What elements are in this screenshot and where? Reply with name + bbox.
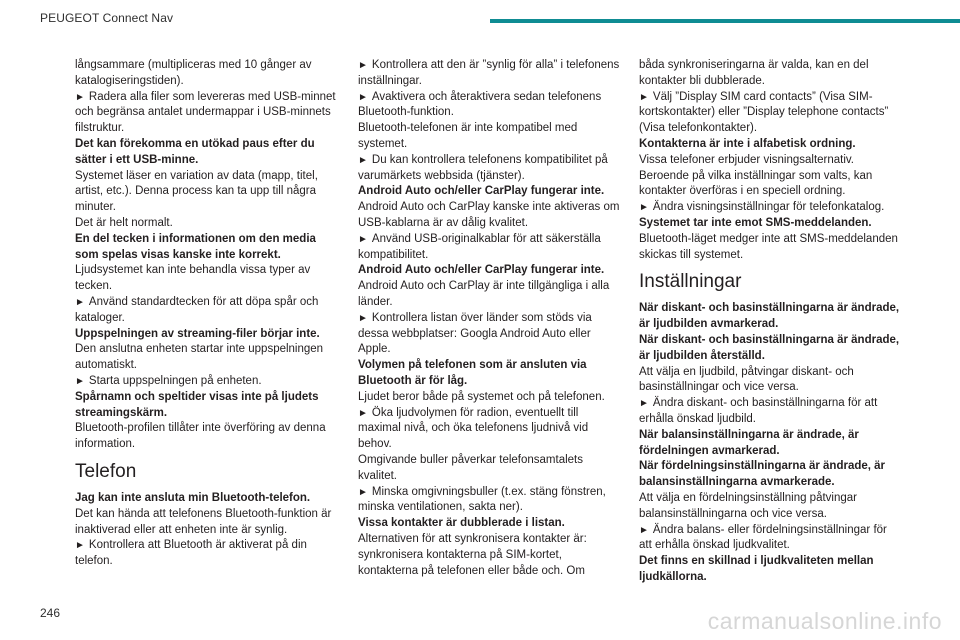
action-step-text: Ändra balans- eller fördelningsinställningar för att erhålla önskad ljudkvalitet.	[639, 523, 887, 552]
action-step	[75, 374, 337, 390]
watermark-text: carmanualsonline.info	[707, 608, 942, 634]
arrow-bullet-icon: ►	[358, 60, 368, 71]
action-step	[358, 90, 620, 122]
arrow-bullet-icon: ►	[358, 233, 368, 245]
body-paragraph: Omgivande buller påverkar telefonsamtalets kvalitet.	[358, 453, 584, 482]
action-step-text: Använd standardtecken för att döpa spår och kataloger.	[75, 295, 319, 324]
problem-heading: Spårnamn och speltider visas inte på ljudets streamingskärm.	[75, 390, 319, 419]
problem-heading: När balansinställningarna är ändrade, är fördelningen avmarkerad.	[639, 428, 859, 457]
action-step-text: Kontrollera att Bluetooth är aktiverat på din telefon.	[75, 539, 307, 568]
arrow-bullet-icon: ►	[358, 407, 368, 419]
column-2	[358, 58, 620, 579]
section-heading: Telefon	[75, 460, 137, 482]
arrow-bullet-icon: ►	[75, 296, 85, 308]
action-step	[358, 485, 620, 517]
problem-heading: Android Auto och/eller CarPlay fungerar inte.	[358, 264, 605, 277]
action-step-text: Minska omgivningsbuller (t.ex. stäng fönstren, minska ventilationen, sakta ner).	[358, 485, 606, 514]
action-step-text: Välj ”Display SIM card contacts” (Visa SIM-kortskontakter) eller ”Display telephone contacts” (Visa telefonkontakter).	[639, 90, 889, 135]
arrow-bullet-icon: ►	[358, 154, 368, 166]
action-step	[639, 90, 901, 137]
action-step-text: Kontrollera listan över länder som stöds via dessa webbplatser: Googla Android Auto eller Apple.	[358, 311, 592, 356]
problem-heading: Volymen på telefonen som är ansluten via Bluetooth är för låg.	[358, 359, 587, 387]
arrow-bullet-icon: ►	[358, 91, 368, 103]
problem-heading: Det kan förekomma en utökad paus efter du sätter i ett USB-minne.	[75, 137, 315, 166]
action-step	[639, 396, 901, 428]
problem-heading: Vissa kontakter är dubblerade i listan.	[358, 517, 565, 530]
body-paragraph: Bluetooth-läget medger inte att SMS-meddelanden skickas till systemet.	[639, 232, 898, 261]
action-step-text: Avaktivera och återaktivera sedan telefonens Bluetooth-funktion.	[358, 90, 602, 119]
problem-heading: Uppspelningen av streaming-filer börjar inte.	[75, 327, 320, 340]
action-step	[75, 295, 337, 327]
problem-heading: Systemet tar inte emot SMS-meddelanden.	[639, 216, 872, 229]
body-paragraph: Bluetooth-telefonen är inte kompatibel med systemet.	[358, 122, 578, 150]
header-accent-bar	[490, 19, 960, 23]
body-paragraph: båda synkroniseringarna är valda, kan en del kontakter bli dubblerade.	[639, 59, 869, 87]
problem-heading: Kontakterna är inte i alfabetisk ordning.	[639, 137, 856, 150]
arrow-bullet-icon: ►	[639, 524, 649, 536]
section-heading: Inställningar	[639, 271, 742, 293]
action-step-text: Kontrollera att den är ”synlig för alla” i telefonens inställningar.	[358, 59, 620, 87]
arrow-bullet-icon: ►	[75, 91, 85, 103]
action-step	[639, 523, 901, 555]
arrow-bullet-icon: ►	[639, 91, 649, 103]
arrow-bullet-icon: ►	[358, 312, 368, 324]
column-3	[639, 58, 901, 586]
problem-heading: Android Auto och/eller CarPlay fungerar inte.	[358, 185, 605, 198]
action-step-text: Ändra visningsinställningar för telefonkatalog.	[652, 201, 885, 214]
action-step-text: Ändra diskant- och basinställningarna för att erhålla önskad ljudbild.	[639, 397, 878, 425]
column-1	[75, 58, 337, 570]
body-paragraph: Att välja en ljudbild, påtvingar diskant- och basinställningar och vice versa.	[639, 365, 854, 394]
arrow-bullet-icon: ►	[358, 486, 368, 498]
problem-heading: En del tecken i informationen om den media som spelas visas kanske inte korrekt.	[75, 232, 316, 261]
arrow-bullet-icon: ►	[639, 202, 649, 214]
action-step-text: Starta uppspelningen på enheten.	[88, 374, 262, 387]
body-paragraph: Den anslutna enheten startar inte uppspelningen automatiskt.	[75, 343, 324, 372]
arrow-bullet-icon: ►	[75, 375, 85, 387]
action-step	[75, 538, 337, 570]
action-step-text: Använd USB-originalkablar för att säkerställa kompatibilitet.	[358, 232, 601, 261]
body-paragraph: Android Auto och CarPlay är inte tillgängliga i alla länder.	[358, 280, 610, 308]
action-step-text: Radera alla filer som levereras med USB-minnet och begränsa antalet undermappar i USB-minnets filstruktur.	[75, 90, 336, 135]
body-paragraph: Systemet läser en variation av data (mapp, titel, artist, etc.). Denna process kan ta upp till några minuter.	[75, 169, 318, 214]
body-paragraph: Vissa telefoner erbjuder visningsalternativ. Beroende på vilka inställningar som valts, kan kontakter överföras i en speciell ordning.	[639, 153, 873, 198]
body-paragraph: Ljudsystemet kan inte behandla vissa typer av tecken.	[75, 264, 311, 293]
action-step	[358, 311, 620, 358]
action-step	[358, 58, 620, 90]
action-step	[75, 90, 337, 137]
body-paragraph: Att välja en fördelningsinställning påtvingar balansinställningarna och vice versa.	[639, 491, 857, 520]
page-number: 246	[40, 606, 61, 620]
body-paragraph: Android Auto och CarPlay kanske inte aktiveras om USB-kablarna är av dålig kvalitet.	[358, 201, 620, 229]
problem-heading: När diskant- och basinställningarna är ändrade, är ljudbilden återställd.	[639, 333, 900, 362]
problem-heading: Det finns en skillnad i ljudkvaliteten mellan ljudkällorna.	[639, 555, 874, 583]
problem-heading: När fördelningsinställningarna är ändrade, är balansinställningarna avmarkerade.	[639, 460, 886, 489]
problem-heading: När diskant- och basinställningarna är ändrade, är ljudbilden avmarkerad.	[639, 302, 900, 331]
action-step	[358, 153, 620, 185]
action-step	[358, 406, 620, 453]
action-step-text: Du kan kontrollera telefonens kompatibilitet på varumärkets webbsida (tjänster).	[358, 153, 608, 182]
problem-heading: Jag kan inte ansluta min Bluetooth-telefon.	[75, 491, 311, 504]
body-paragraph: Det är helt normalt.	[75, 216, 173, 229]
body-paragraph: Alternativen för att synkronisera kontakter är: synkronisera kontakterna på SIM-kortet, kontakterna på telefonen eller både och. Om	[358, 532, 587, 577]
body-paragraph: Det kan hända att telefonens Bluetooth-funktion är inaktiverad eller att enheten inte är synlig.	[75, 507, 332, 536]
action-step-text: Öka ljudvolymen för radion, eventuellt till maximal nivå, och öka telefonens ljudnivå vid behov.	[358, 406, 589, 451]
arrow-bullet-icon: ►	[639, 398, 649, 410]
body-paragraph: långsammare (multipliceras med 10 gånger av katalogiseringstiden).	[75, 59, 312, 87]
arrow-bullet-icon: ►	[75, 540, 85, 552]
action-step	[639, 200, 901, 216]
body-paragraph: Ljudet beror både på systemet och på telefonen.	[358, 390, 605, 403]
action-step	[358, 232, 620, 264]
body-paragraph: Bluetooth-profilen tillåter inte överföring av denna information.	[75, 422, 326, 451]
running-header-title: PEUGEOT Connect Nav	[40, 11, 174, 25]
